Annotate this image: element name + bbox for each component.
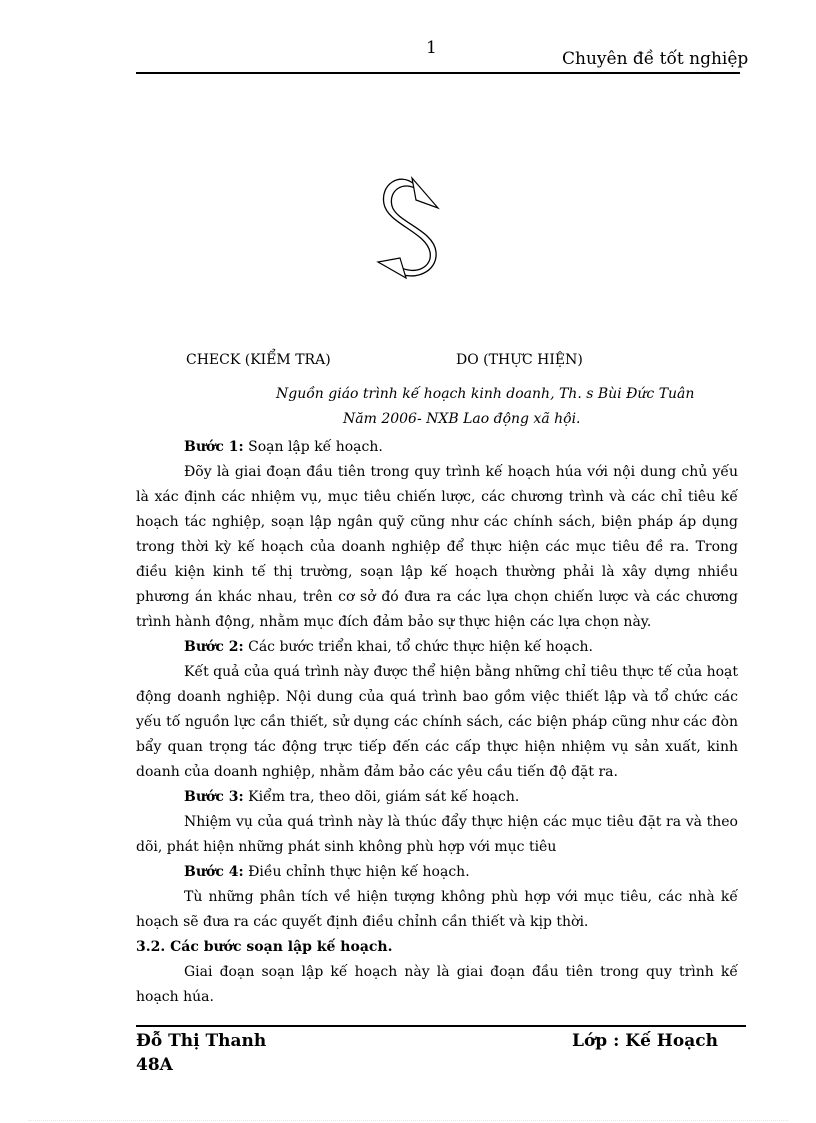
source-line-1: Nguồn giáo trình kế hoạch kinh doanh, Th. s Bùi Đức Tuân [276,386,695,402]
running-title: Chuyên đề tốt nghiệp [562,49,749,69]
paragraph-1: Đõy là giai đoạn đầu tiên trong quy trình kế hoạch húa với nội dung chủ yếu là xác định các nhiệm vụ, mục tiêu chiến lược, các chương trình và các chỉ tiêu kế hoạch tác nghiệp, soạn lập ngân quỹ cũng như các chính sách, biện pháp áp dụng trong thời kỳ kế hoạch của doanh nghiệp để thực hiện các mục tiêu đề ra. Trong điều kiện kinh tế thị trường, soạn lập kế hoạch thường phải là xây dựng nhiều phương án khác nhau, trên cơ sở đó đưa ra các lựa chọn chiến lược và các chương trình hành động, nhằm mục đích đảm bảo sự thực hiện các lựa chọn này. [136,464,738,630]
step-3-heading: Bước 3: Kiểm tra, theo dõi, giám sát kế hoạch. [184,789,520,805]
paragraph-5: Giai đoạn soạn lập kế hoạch này là giai đoạn đầu tiên trong quy trình kế hoạch húa. [136,964,738,1005]
footer-rule [136,1025,746,1027]
body-text [136,435,738,1010]
paragraph-4: Tù những phân tích về hiện tượng không phù hợp với mục tiêu, các nhà kế hoạch sẽ đưa ra các quyết định điều chỉnh cần thiết và kịp thời. [136,889,738,930]
header-rule [136,72,740,74]
step-2-heading: Bước 2: Các bước triển khai, tổ chức thực hiện kế hoạch. [184,639,593,655]
step-1-heading: Bước 1: Soạn lập kế hoạch. [184,439,383,455]
do-label: DO (THỰC HIỆN) [456,352,583,368]
footer-author: Đỗ Thị Thanh [136,1031,267,1051]
footer-course: 48A [136,1055,173,1075]
check-label: CHECK (KIỂM TRA) [186,352,331,368]
bottom-dotted-line [28,1120,788,1121]
paragraph-3: Nhiệm vụ của quá trình này là thúc đẩy thực hiện các mục tiêu đặt ra và theo dõi, phát hiện những phát sinh không phù hợp với mục tiêu [136,814,738,855]
paragraph-2: Kết quả của quá trình này được thể hiện bằng những chỉ tiêu thực tế của hoạt động doanh nghiệp. Nội dung của quá trình bao gồm việc thiết lập và tổ chức các yếu tố nguồn lực cần thiết, sử dụng các chính sách, các biện pháp cũng như các đòn bẩy quan trọng tác động trực tiếp đến các cấp thực hiện nhiệm vụ sản xuất, kinh doanh của doanh nghiệp, nhằm đảm bảo các yêu cầu tiến độ đặt ra. [136,664,738,780]
footer-class: Lớp : Kế Hoạch [572,1031,718,1051]
step-4-heading: Bước 4: Điều chỉnh thực hiện kế hoạch. [184,864,470,880]
section-heading: 3.2. Các bước soạn lập kế hoạch. [136,939,393,955]
cycle-arrows-icon [370,170,450,282]
page-number: 1 [426,38,437,58]
source-line-2: Năm 2006- NXB Lao động xã hội. [343,411,581,427]
